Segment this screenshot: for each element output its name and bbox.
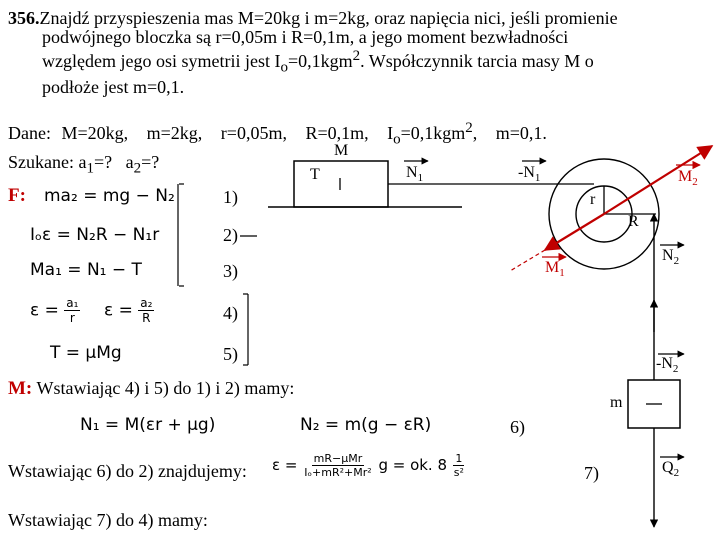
label-Q2: $Q_2$ [662, 459, 680, 480]
sought-line: Szukane: $a_1=$? $a_2=$? [8, 152, 160, 177]
problem-line-1: Znajdź przyspieszenia mas M=20kg i m=2kg, oraz napięcia nici, jeśli promienie [39, 8, 618, 28]
moment-M1-arrow [545, 214, 604, 250]
problem-line-3a: względem jego osi symetrii jest I [42, 51, 281, 71]
step-3-text: Wstawiając 7) do 4) mamy: [8, 510, 208, 530]
equation-4a: ε = $\frac{\text{a₁}}{r}$ [30, 296, 79, 325]
problem-statement: 356.Znajdź przyspieszenia mas M=20kg i m=2kg, oraz napięcia nici, jeśli promienie podwójnego bloczka są r=0,05m i R=0,1m, a jego moment bezwładności względem jego osi symetrii jest $I_o=0,1kgm^2$. Współczynnik tarcia masy M o podłoże jest m=0,1. [8, 8, 618, 97]
problem-line-4: podłoże jest m=0,1. [42, 76, 185, 97]
problem-line-3c: . Współczynnik tarcia masy M o [360, 51, 594, 71]
label-r: r [590, 191, 596, 208]
label-M2: $M_2$ [678, 168, 698, 189]
equation-1: ma₂ = mg − N₂ [44, 186, 175, 206]
equation-6b: N₂ = m(g − εR) [300, 415, 432, 435]
equation-number-7: 7) [584, 463, 599, 483]
label-minus-N2: $-N_2$ [656, 355, 679, 376]
equation-number-5: 5) [223, 344, 238, 364]
label-minus-N1: $-N_1$ [518, 164, 541, 185]
equation-number-1: 1) [223, 187, 238, 207]
equation-6a: N₁ = M(εr + μg) [80, 415, 216, 435]
equation-2: Iₒε = N₂R − N₁r [30, 225, 160, 245]
equation-number-2: 2) [223, 225, 238, 245]
equation-number-3: 3) [223, 261, 238, 281]
forces-label: F: [8, 185, 26, 206]
equation-brackets [178, 184, 257, 365]
equation-number-4: 4) [223, 303, 238, 323]
label-M: M [334, 142, 349, 159]
equation-4b: ε = $\frac{\text{a₂}}{R}$ [104, 296, 153, 325]
equation-5: T = μMg [50, 343, 122, 363]
problem-line-2: podwójnego bloczka są r=0,05m i R=0,1m, a jego moment bezwładności [42, 27, 569, 47]
label-N1: $N_1$ [406, 164, 424, 185]
label-R: R [628, 213, 639, 230]
problem-number: 356. [8, 8, 40, 28]
equation-7: ε = $\frac{\text{mR−μMr}}{\text{Iₒ+mR²+Mr²}}$ g = ok. 8 $\frac{1}{\text{s²}}$ [272, 452, 464, 479]
method-label: M: [8, 378, 33, 399]
label-m: m [610, 394, 623, 411]
label-T: T [310, 166, 320, 183]
label-N2: $N_2$ [662, 247, 680, 268]
label-M1: $M_1$ [545, 259, 565, 280]
given-line: Dane: M=20kg, m=2kg, r=0,05m, R=0,1m, $I_o=0,1kgm^2$, m=0,1. [8, 120, 547, 148]
step-1-text: Wstawiając 4) i 5) do 1) i 2) mamy: [36, 378, 295, 398]
equation-number-6: 6) [510, 417, 525, 437]
block-M [294, 161, 388, 207]
equation-3: Ma₁ = N₁ − T [30, 260, 142, 280]
moment-M1-dashed [510, 250, 545, 271]
step-2-text: Wstawiając 6) do 2) znajdujemy: [8, 461, 247, 481]
